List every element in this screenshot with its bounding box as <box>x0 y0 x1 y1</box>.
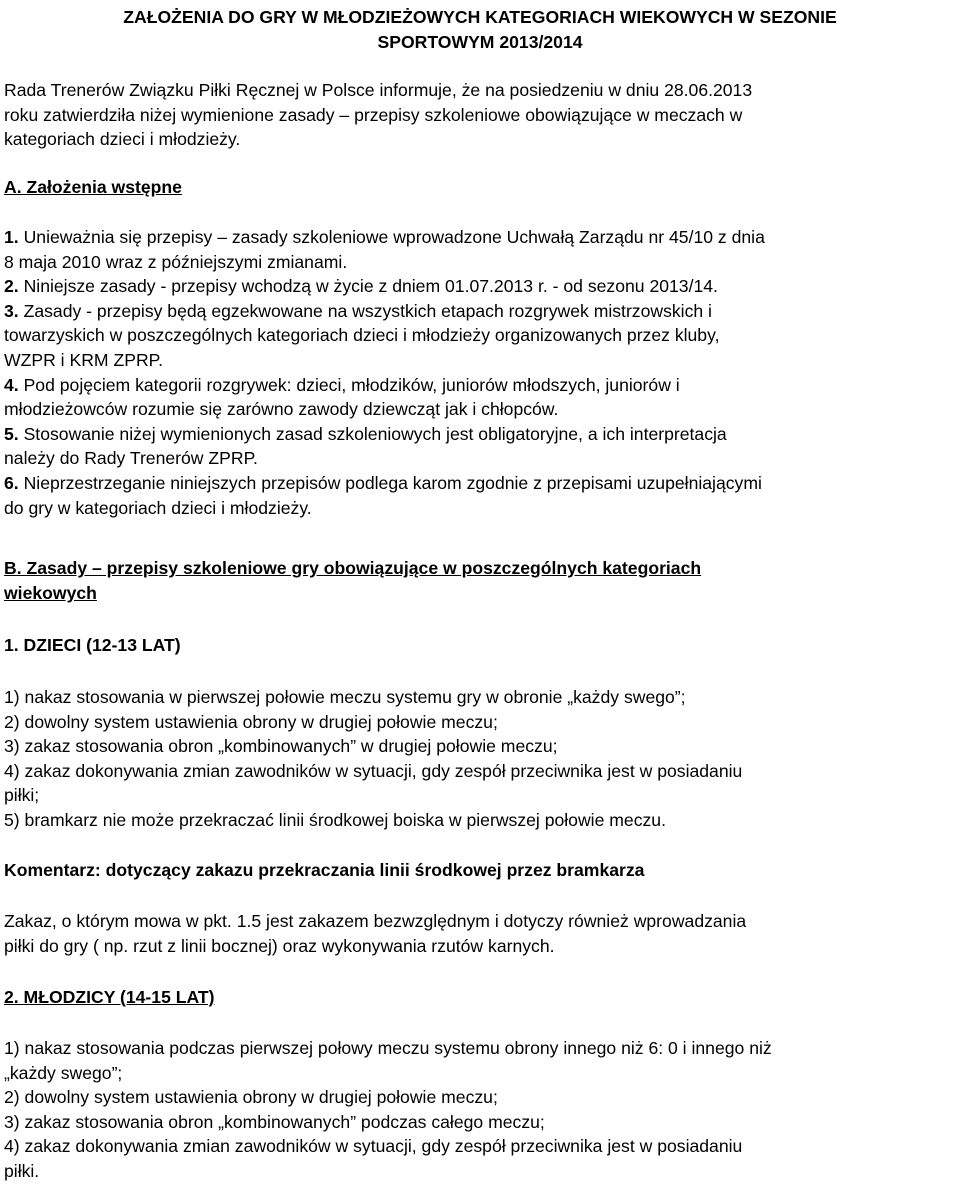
list-item: 5) bramkarz nie może przekraczać linii środkowej boiska w pierwszej połowie meczu. <box>4 809 666 830</box>
list-item: 3) zakaz stosowania obron „kombinowanych” podczas całego meczu; <box>4 1111 545 1132</box>
list-item: 1) nakaz stosowania w pierwszej połowie meczu systemu gry w obronie „każdy swego”; <box>4 687 686 707</box>
dzieci-list <box>4 685 956 833</box>
list-item: 2) dowolny system ustawienia obrony w drugiej połowie meczu; <box>4 711 498 732</box>
komentarz-line: Zakaz, o którym mowa w pkt. 1.5 jest zakazem bezwzględnym i dotyczy również wprowadzania <box>4 911 747 931</box>
intro-line: Rada Trenerów Związku Piłki Ręcznej w Polsce informuje, że na posiedzeniu w dniu 28.06.2013 <box>4 80 753 100</box>
intro-paragraph <box>4 78 956 152</box>
list-item: 5. Stosowanie niżej wymienionych zasad szkoleniowych jest obligatoryjne, a ich interpretacja <box>4 423 727 444</box>
section-b-heading <box>4 556 956 605</box>
list-item-continuation: młodzieżowców rozumie się zarówno zawody dziewcząt jak i chłopców. <box>4 399 559 420</box>
dzieci-heading: 1. DZIECI (12-13 LAT) <box>4 635 181 655</box>
section-a-heading: A. Założenia wstępne <box>4 177 182 197</box>
list-item: 4) zakaz dokonywania zmian zawodników w sytuacji, gdy zespół przeciwnika jest w posiadaniu <box>4 760 743 781</box>
list-item: 6. Nieprzestrzeganie niniejszych przepisów podlega karom zgodnie z przepisami uzupełniającymi <box>4 472 762 493</box>
list-item: 1) nakaz stosowania podczas pierwszej połowy meczu systemu obrony innego niż 6: 0 i innego niż <box>4 1038 772 1058</box>
title-line-1: ZAŁOŻENIA DO GRY W MŁODZIEŻOWYCH KATEGORIACH WIEKOWYCH W SEZONIE <box>123 7 837 27</box>
list-item: 4) zakaz dokonywania zmian zawodników w sytuacji, gdy zespół przeciwnika jest w posiadaniu <box>4 1136 743 1157</box>
document-title <box>0 5 960 54</box>
list-item: 2. Niniejsze zasady - przepisy wchodzą w życie z dniem 01.07.2013 r. - od sezonu 2013/14. <box>4 276 718 297</box>
list-item: 4. Pod pojęciem kategorii rozgrywek: dzieci, młodzików, juniorów młodszych, juniorów i <box>4 374 680 395</box>
section-a-list <box>4 225 956 520</box>
komentarz-heading: Komentarz: dotyczący zakazu przekraczania linii środkowej przez bramkarza <box>4 860 645 880</box>
intro-line: kategoriach dzieci i młodzieży. <box>4 129 241 150</box>
list-item: 3. Zasady - przepisy będą egzekwowane na wszystkich etapach rozgrywek mistrzowskich i <box>4 300 712 321</box>
mlodzicy-list <box>4 1036 956 1184</box>
list-item-continuation: piłki. <box>4 1160 40 1181</box>
list-item-continuation: towarzyskich w poszczególnych kategoriach dzieci i młodzieży organizowanych przez kluby, <box>4 325 720 346</box>
mlodzicy-heading: 2. MŁODZICY (14-15 LAT) <box>4 987 215 1007</box>
list-item: 2) dowolny system ustawienia obrony w drugiej połowie meczu; <box>4 1087 498 1108</box>
list-item-continuation: 8 maja 2010 wraz z późniejszymi zmianami. <box>4 251 348 272</box>
section-b-heading-line-1: B. Zasady – przepisy szkoleniowe gry obowiązujące w poszczególnych kategoriach <box>4 558 702 578</box>
list-item: 1. Unieważnia się przepisy – zasady szkoleniowe wprowadzone Uchwałą Zarządu nr 45/10 z dnia <box>4 227 765 247</box>
komentarz-paragraph <box>4 909 956 958</box>
list-item-continuation: WZPR i KRM ZPRP. <box>4 349 164 370</box>
list-item-continuation: „każdy swego”; <box>4 1062 123 1083</box>
list-item-continuation: należy do Rady Trenerów ZPRP. <box>4 448 258 469</box>
list-item: 3) zakaz stosowania obron „kombinowanych” w drugiej połowie meczu; <box>4 736 558 757</box>
list-item-continuation: piłki; <box>4 785 40 806</box>
list-item-continuation: do gry w kategoriach dzieci i młodzieży. <box>4 497 312 518</box>
title-line-2: SPORTOWYM 2013/2014 <box>377 31 583 52</box>
komentarz-line: piłki do gry ( np. rzut z linii bocznej) oraz wykonywania rzutów karnych. <box>4 935 555 956</box>
section-b-heading-line-2: wiekowych <box>4 582 97 603</box>
intro-line: roku zatwierdziła niżej wymienione zasady – przepisy szkoleniowe obowiązujące w meczach w <box>4 104 743 125</box>
